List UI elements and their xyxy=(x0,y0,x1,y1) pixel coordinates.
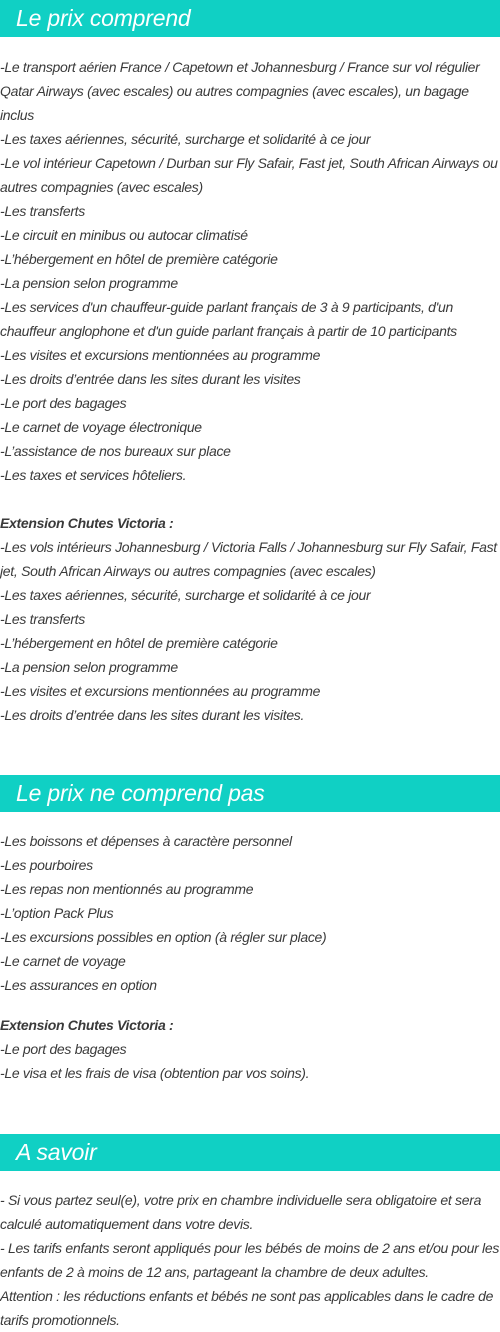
list-item: -Les droits d’entrée dans les sites durant les visites. xyxy=(0,707,305,723)
list-item: -Les vols intérieurs Johannesburg / Victoria Falls / Johannesburg sur Fly Safair, Fast jet, South African Airways ou autres compagnies (avec escales) xyxy=(0,539,497,579)
list-item: -Le circuit en minibus ou autocar climatisé xyxy=(0,227,248,243)
list-item: -Les repas non mentionnés au programme xyxy=(0,881,254,897)
list-item: -Les services d'un chauffeur-guide parlant français de 3 à 9 participants, d'un chauffeur anglophone et d'un guide parlant français à partir de 10 participants xyxy=(0,299,457,339)
section-title-not-included: Le prix ne comprend pas xyxy=(16,780,265,806)
list-item: -Le carnet de voyage xyxy=(0,953,126,969)
list-item: -Le carnet de voyage électronique xyxy=(0,419,202,435)
section-title-included: Le prix comprend xyxy=(16,5,191,31)
list-item: -L’option Pack Plus xyxy=(0,905,114,921)
section-header-not-included xyxy=(0,775,500,812)
list-item: - Si vous partez seul(e), votre prix en chambre individuelle sera obligatoire et sera calculé automatiquement dans votre devis. xyxy=(0,1192,482,1232)
included-list xyxy=(0,55,500,727)
list-item: -Le port des bagages xyxy=(0,395,127,411)
list-spacer xyxy=(0,997,500,1013)
list-item: -Les boissons et dépenses à caractère personnel xyxy=(0,833,292,849)
not-included-list xyxy=(0,829,500,1085)
section-header-included xyxy=(0,0,500,37)
list-item: -Les visites et excursions mentionnées au programme xyxy=(0,683,321,699)
list-item: -Les taxes aériennes, sécurité, surcharge et solidarité à ce jour xyxy=(0,131,371,147)
section-header-good-to-know xyxy=(0,1134,500,1171)
list-item: -La pension selon programme xyxy=(0,275,178,291)
extension-heading-included: Extension Chutes Victoria : xyxy=(0,515,174,531)
list-item: -Les taxes et services hôteliers. xyxy=(0,467,187,483)
list-spacer xyxy=(0,487,500,511)
list-item: -Les transferts xyxy=(0,611,85,627)
list-item: -Les excursions possibles en option (à régler sur place) xyxy=(0,929,327,945)
list-item: -Le visa et les frais de visa (obtention par vos soins). xyxy=(0,1065,310,1081)
list-item: -Le transport aérien France / Capetown et Johannesburg / France sur vol régulier Qatar Airways (avec escales) ou autres compagnies (avec escales), un bagage inclus xyxy=(0,59,480,123)
list-item: Attention : les réductions enfants et bébés ne sont pas applicables dans le cadre de tarifs promotionnels. xyxy=(0,1288,494,1328)
list-item: -Les assurances en option xyxy=(0,977,157,993)
list-item: -Le port des bagages xyxy=(0,1041,127,1057)
list-item: -Les visites et excursions mentionnées au programme xyxy=(0,347,321,363)
list-item: -Les transferts xyxy=(0,203,85,219)
list-item: -L’hébergement en hôtel de première catégorie xyxy=(0,635,278,651)
list-item: - Les tarifs enfants seront appliqués pour les bébés de moins de 2 ans et/ou pour les enfants de 2 à moins de 12 ans, partageant la chambre de deux adultes. xyxy=(0,1240,500,1280)
list-item: -La pension selon programme xyxy=(0,659,178,675)
list-item: -Les pourboires xyxy=(0,857,93,873)
extension-heading-not-included: Extension Chutes Victoria : xyxy=(0,1017,174,1033)
list-item: -L’hébergement en hôtel de première catégorie xyxy=(0,251,278,267)
list-item: -Le vol intérieur Capetown / Durban sur Fly Safair, Fast jet, South African Airways ou autres compagnies (avec escales) xyxy=(0,155,498,195)
section-title-good-to-know: A savoir xyxy=(16,1139,97,1165)
list-item: -L’assistance de nos bureaux sur place xyxy=(0,443,231,459)
list-item: -Les taxes aériennes, sécurité, surcharge et solidarité à ce jour xyxy=(0,587,371,603)
list-item: -Les droits d’entrée dans les sites durant les visites xyxy=(0,371,301,387)
good-to-know-list xyxy=(0,1188,500,1332)
